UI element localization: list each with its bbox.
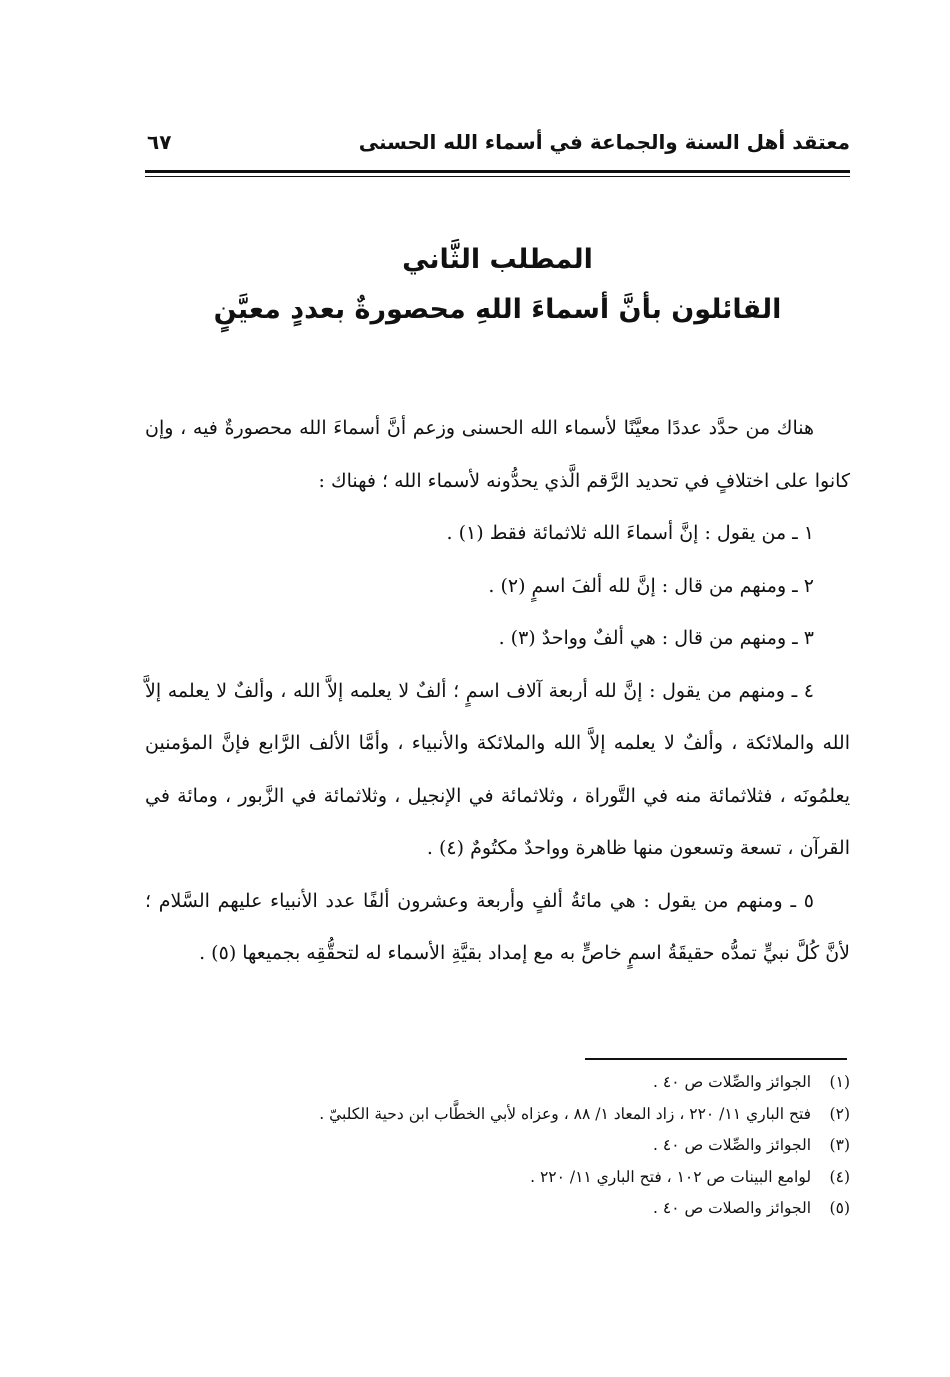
header-rule-thin bbox=[145, 176, 850, 177]
footnote-number: (٣) bbox=[829, 1136, 850, 1154]
list-item-1: ١ ـ من يقول : إنَّ أسماءَ الله ثلاثمائة فقط (١) . bbox=[446, 522, 814, 544]
footnote-3 bbox=[145, 1130, 850, 1162]
footnote-number: (٥) bbox=[829, 1199, 850, 1217]
footnote-text: لوامع البينات ص ١٠٢ ، فتح الباري ١١/ ٢٢٠ . bbox=[530, 1167, 812, 1186]
list-item-3: ٣ ـ ومنهم من قال : هي ألفٌ وواحدٌ (٣) . bbox=[498, 627, 814, 649]
body-text bbox=[145, 402, 850, 980]
section-title: القائلون بأنَّ أسماءَ اللهِ محصورةٌ بعددٍ معيَّنٍ bbox=[213, 294, 782, 325]
footnote-text: فتح الباري ١١/ ٢٢٠ ، زاد المعاد ١/ ٨٨ ، وعزاه لأبي الخطَّاب ابن دحية الكلبيّ . bbox=[319, 1104, 812, 1123]
running-header bbox=[145, 128, 850, 160]
list-item-4: ٤ ـ ومنهم من يقول : إنَّ لله أربعة آلاف اسمٍ ؛ ألفٌ لا يعلمه إلاَّ الله ، وألفٌ لا يعلمه إلاَّ الله والملائكة ، وألفٌ لا يعلمه إلاَّ الله والملائكة والأنبياء ، وأمَّا الألف الرَّابع فإنَّ المؤمنين يعلمُونَه ، فثلاثمائة منه في التَّوراة ، وثلاثمائة في الإنجيل ، وثلاثمائة في الزَّبور ، ومائة في القرآن ، تسعة وتسعون منها ظاهرة وواحدٌ مكتُومٌ (٤) . bbox=[145, 679, 850, 859]
section-heading: المطلب الثَّاني bbox=[402, 244, 593, 275]
footnote-separator bbox=[585, 1058, 847, 1060]
footnote-text: الجوائز والصِّلات ص ٤٠ . bbox=[653, 1073, 812, 1091]
footnote-number: (٤) bbox=[829, 1167, 850, 1186]
footnote-number: (٢) bbox=[829, 1104, 850, 1123]
intro-paragraph: هناك من حدَّد عددًا معيَّنًا لأسماء الله الحسنى وزعم أنَّ أسماءَ الله محصورةٌ فيه ، وإن كانوا على اختلافٍ في تحديد الرَّقم الَّذي يحدُّونه لأسماء الله ؛ فهناك : bbox=[145, 417, 850, 492]
page-number: ٦٧ bbox=[147, 130, 172, 154]
footnotes bbox=[145, 1067, 850, 1225]
running-title: معتقد أهل السنة والجماعة في أسماء الله الحسنى bbox=[358, 130, 850, 154]
footnote-4 bbox=[145, 1162, 850, 1194]
footnote-2 bbox=[145, 1099, 850, 1131]
list-item-2: ٢ ـ ومنهم من قال : إنَّ لله ألفَ اسمٍ (٢) . bbox=[488, 574, 814, 597]
footnote-1 bbox=[145, 1067, 850, 1099]
header-rule-thick bbox=[145, 170, 850, 173]
footnote-text: الجوائز والصِّلات ص ٤٠ . bbox=[653, 1136, 812, 1154]
list-item-5: ٥ ـ ومنهم من يقول : هي مائةُ ألفٍ وأربعة وعشرون ألفًا عدد الأنبياء عليهم السَّلام ؛ لأنَّ كُلَّ نبيٍّ تمدُّه حقيقَةُ اسمٍ خاصٍّ به مع إمداد بقيَّةِ الأسماء له لتحقُّقِه بجميعها (٥) . bbox=[145, 889, 850, 964]
footnote-text: الجوائز والصلات ص ٤٠ . bbox=[653, 1199, 812, 1217]
footnote-5 bbox=[145, 1193, 850, 1225]
footnote-number: (١) bbox=[829, 1073, 850, 1091]
